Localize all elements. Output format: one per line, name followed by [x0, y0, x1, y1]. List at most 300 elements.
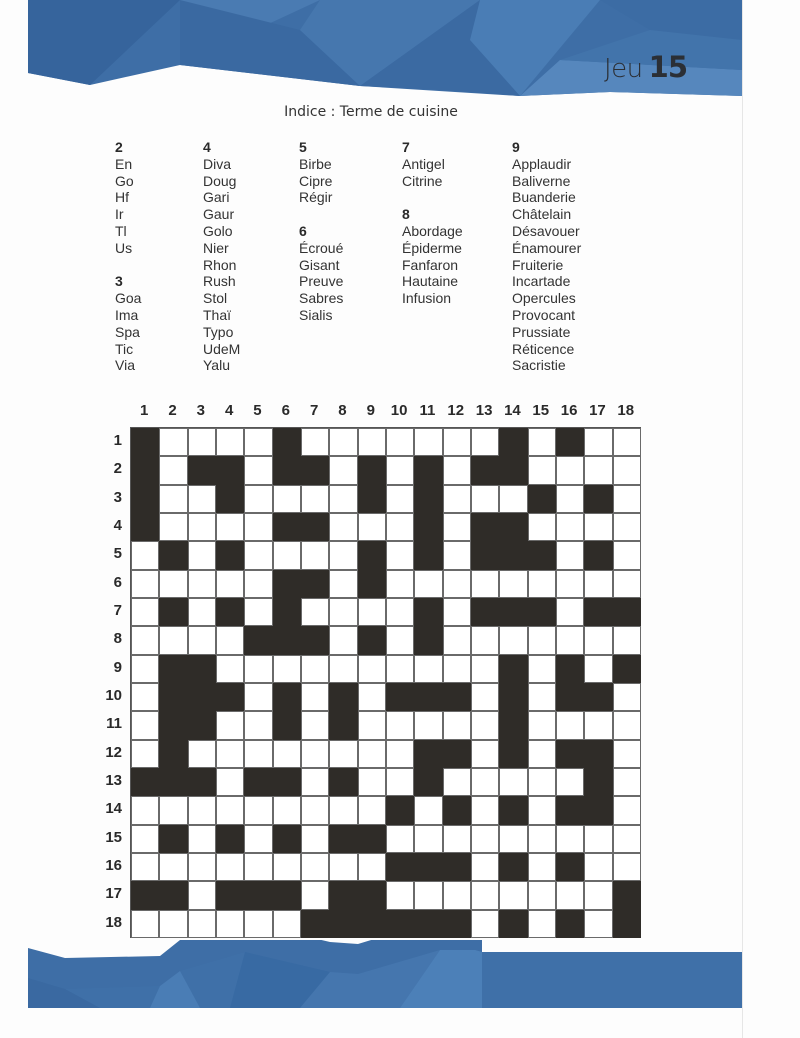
- grid-cell-empty[interactable]: [528, 711, 556, 739]
- grid-cell-empty[interactable]: [131, 711, 159, 739]
- word-item: Tl: [115, 222, 127, 239]
- grid-cell-empty[interactable]: [556, 456, 584, 484]
- grid-cell-black: [414, 740, 442, 768]
- grid-cell-empty[interactable]: [528, 853, 556, 881]
- grid-cell-black: [613, 598, 641, 626]
- grid-cell-empty[interactable]: [329, 598, 357, 626]
- grid-cell-black: [556, 796, 584, 824]
- grid-cell-empty[interactable]: [414, 881, 442, 909]
- grid-cell-empty[interactable]: [556, 825, 584, 853]
- grid-cell-empty[interactable]: [584, 910, 612, 938]
- grid-cell-empty[interactable]: [443, 655, 471, 683]
- grid-cell-empty[interactable]: [499, 825, 527, 853]
- grid-cell-black: [443, 853, 471, 881]
- grid-cell-empty[interactable]: [301, 541, 329, 569]
- grid-cell-empty[interactable]: [159, 456, 187, 484]
- grid-cell-empty[interactable]: [556, 598, 584, 626]
- grid-cell-empty[interactable]: [159, 428, 187, 456]
- row-number: 14: [105, 800, 122, 818]
- grid-cell-empty[interactable]: [528, 825, 556, 853]
- crossword-grid: [130, 427, 641, 938]
- grid-cell-empty[interactable]: [301, 740, 329, 768]
- grid-cell-empty[interactable]: [301, 825, 329, 853]
- grid-cell-empty[interactable]: [273, 853, 301, 881]
- grid-cell-empty[interactable]: [216, 910, 244, 938]
- grid-cell-empty[interactable]: [414, 825, 442, 853]
- grid-cell-empty[interactable]: [528, 570, 556, 598]
- grid-cell-empty[interactable]: [244, 513, 272, 541]
- grid-cell-empty[interactable]: [443, 881, 471, 909]
- grid-cell-empty[interactable]: [131, 825, 159, 853]
- grid-cell-empty[interactable]: [443, 825, 471, 853]
- grid-cell-empty[interactable]: [301, 711, 329, 739]
- grid-cell-empty[interactable]: [386, 598, 414, 626]
- grid-cell-empty[interactable]: [528, 683, 556, 711]
- grid-cell-empty[interactable]: [556, 541, 584, 569]
- grid-cell-empty[interactable]: [273, 485, 301, 513]
- word-item: Tic: [115, 340, 134, 357]
- word-item: Buanderie: [512, 189, 576, 206]
- grid-cell-empty[interactable]: [188, 853, 216, 881]
- grid-cell-empty[interactable]: [528, 428, 556, 456]
- grid-cell-empty[interactable]: [584, 513, 612, 541]
- grid-cell-empty[interactable]: [386, 570, 414, 598]
- grid-cell-empty[interactable]: [613, 768, 641, 796]
- grid-cell-black: [584, 768, 612, 796]
- grid-cell-empty[interactable]: [584, 570, 612, 598]
- grid-cell-empty[interactable]: [499, 626, 527, 654]
- grid-cell-black: [131, 485, 159, 513]
- grid-cell-black: [358, 570, 386, 598]
- grid-cell-empty[interactable]: [471, 910, 499, 938]
- grid-cell-empty[interactable]: [244, 428, 272, 456]
- grid-cell-empty[interactable]: [584, 853, 612, 881]
- grid-cell-empty[interactable]: [244, 598, 272, 626]
- grid-cell-black: [556, 853, 584, 881]
- grid-cell-empty[interactable]: [528, 456, 556, 484]
- grid-cell-black: [499, 910, 527, 938]
- grid-cell-empty[interactable]: [556, 768, 584, 796]
- grid-cell-empty[interactable]: [386, 626, 414, 654]
- grid-cell-empty[interactable]: [301, 796, 329, 824]
- grid-cell-empty[interactable]: [443, 513, 471, 541]
- grid-cell-empty[interactable]: [244, 456, 272, 484]
- grid-cell-empty[interactable]: [386, 541, 414, 569]
- column-number: 1: [139, 402, 149, 419]
- grid-cell-empty[interactable]: [131, 655, 159, 683]
- grid-cell-black: [471, 598, 499, 626]
- word-group-9-letters: [512, 139, 581, 374]
- grid-cell-empty[interactable]: [159, 485, 187, 513]
- grid-cell-empty[interactable]: [358, 598, 386, 626]
- grid-cell-empty[interactable]: [216, 570, 244, 598]
- grid-cell-empty[interactable]: [131, 910, 159, 938]
- grid-cell-empty[interactable]: [443, 485, 471, 513]
- grid-cell-empty[interactable]: [358, 740, 386, 768]
- grid-cell-empty[interactable]: [414, 655, 442, 683]
- grid-cell-empty[interactable]: [216, 796, 244, 824]
- grid-cell-black: [159, 598, 187, 626]
- grid-cell-empty[interactable]: [528, 881, 556, 909]
- grid-cell-black: [131, 456, 159, 484]
- grid-cell-empty[interactable]: [471, 485, 499, 513]
- word-item: Opercules: [512, 290, 576, 307]
- grid-cell-empty[interactable]: [188, 796, 216, 824]
- grid-cell-empty[interactable]: [528, 626, 556, 654]
- word-column-3: [299, 139, 343, 341]
- grid-cell-black: [159, 768, 187, 796]
- word-item: Antigel: [402, 155, 445, 172]
- word-item: Hautaine: [402, 273, 459, 290]
- grid-cell-black: [414, 541, 442, 569]
- word-item: Écroué: [299, 239, 344, 256]
- grid-cell-empty[interactable]: [329, 570, 357, 598]
- grid-cell-empty[interactable]: [528, 740, 556, 768]
- grid-cell-empty[interactable]: [131, 570, 159, 598]
- grid-cell-empty[interactable]: [414, 711, 442, 739]
- grid-cell-empty[interactable]: [499, 485, 527, 513]
- grid-cell-empty[interactable]: [358, 655, 386, 683]
- grid-cell-empty[interactable]: [584, 655, 612, 683]
- grid-cell-black: [159, 740, 187, 768]
- grid-cell-empty[interactable]: [244, 910, 272, 938]
- grid-cell-black: [358, 485, 386, 513]
- grid-cell-empty[interactable]: [131, 853, 159, 881]
- grid-cell-empty[interactable]: [613, 541, 641, 569]
- grid-cell-empty[interactable]: [301, 881, 329, 909]
- grid-cell-empty[interactable]: [188, 428, 216, 456]
- grid-cell-empty[interactable]: [188, 541, 216, 569]
- row-number: 3: [113, 488, 122, 506]
- grid-cell-empty[interactable]: [188, 910, 216, 938]
- grid-cell-black: [159, 711, 187, 739]
- grid-cell-empty[interactable]: [443, 541, 471, 569]
- grid-cell-black: [528, 541, 556, 569]
- grid-cell-empty[interactable]: [329, 626, 357, 654]
- grid-cell-empty[interactable]: [443, 711, 471, 739]
- row-number: 13: [105, 771, 122, 789]
- grid-cell-empty[interactable]: [329, 456, 357, 484]
- grid-cell-empty[interactable]: [131, 626, 159, 654]
- grid-cell-empty[interactable]: [471, 796, 499, 824]
- grid-cell-empty[interactable]: [528, 796, 556, 824]
- grid-cell-black: [329, 881, 357, 909]
- grid-cell-empty[interactable]: [386, 768, 414, 796]
- grid-cell-empty[interactable]: [528, 768, 556, 796]
- word-item: Preuve: [299, 273, 344, 290]
- grid-cell-empty[interactable]: [358, 853, 386, 881]
- grid-cell-empty[interactable]: [188, 740, 216, 768]
- grid-cell-empty[interactable]: [613, 513, 641, 541]
- grid-cell-empty[interactable]: [358, 711, 386, 739]
- grid-cell-empty[interactable]: [443, 570, 471, 598]
- grid-cell-empty[interactable]: [613, 570, 641, 598]
- grid-cell-black: [499, 740, 527, 768]
- grid-cell-empty[interactable]: [584, 626, 612, 654]
- grid-cell-empty[interactable]: [471, 768, 499, 796]
- grid-cell-empty[interactable]: [188, 825, 216, 853]
- grid-cell-black: [584, 598, 612, 626]
- grid-cell-black: [131, 768, 159, 796]
- grid-cell-black: [329, 683, 357, 711]
- grid-cell-black: [471, 541, 499, 569]
- grid-cell-empty[interactable]: [386, 456, 414, 484]
- grid-cell-empty[interactable]: [301, 683, 329, 711]
- grid-cell-black: [584, 740, 612, 768]
- grid-cell-empty[interactable]: [244, 655, 272, 683]
- grid-cell-empty[interactable]: [584, 825, 612, 853]
- grid-cell-empty[interactable]: [556, 570, 584, 598]
- grid-cell-empty[interactable]: [244, 740, 272, 768]
- grid-cell-black: [358, 825, 386, 853]
- grid-cell-empty[interactable]: [471, 740, 499, 768]
- grid-cell-black: [499, 683, 527, 711]
- grid-cell-empty[interactable]: [358, 796, 386, 824]
- grid-cell-empty[interactable]: [358, 513, 386, 541]
- grid-cell-empty[interactable]: [443, 456, 471, 484]
- grid-cell-empty[interactable]: [159, 626, 187, 654]
- grid-cell-black: [273, 683, 301, 711]
- grid-cell-empty[interactable]: [613, 740, 641, 768]
- grid-cell-empty[interactable]: [613, 626, 641, 654]
- grid-cell-empty[interactable]: [131, 796, 159, 824]
- grid-cell-empty[interactable]: [613, 428, 641, 456]
- grid-cell-empty[interactable]: [244, 683, 272, 711]
- grid-cell-empty[interactable]: [131, 598, 159, 626]
- grid-cell-empty[interactable]: [216, 711, 244, 739]
- column-number: 2: [168, 402, 177, 419]
- grid-cell-empty[interactable]: [414, 428, 442, 456]
- grid-cell-empty[interactable]: [159, 570, 187, 598]
- grid-cell-empty[interactable]: [499, 881, 527, 909]
- grid-cell-empty[interactable]: [301, 655, 329, 683]
- grid-cell-empty[interactable]: [471, 655, 499, 683]
- grid-column-numbers: [130, 402, 640, 422]
- grid-cell-black: [584, 485, 612, 513]
- grid-cell-empty[interactable]: [613, 796, 641, 824]
- grid-cell-empty[interactable]: [613, 711, 641, 739]
- grid-cell-empty[interactable]: [613, 456, 641, 484]
- grid-cell-empty[interactable]: [131, 740, 159, 768]
- grid-cell-empty[interactable]: [386, 485, 414, 513]
- grid-cell-empty[interactable]: [556, 881, 584, 909]
- word-item: Sialis: [299, 306, 333, 323]
- grid-cell-black: [499, 428, 527, 456]
- grid-cell-empty[interactable]: [613, 485, 641, 513]
- grid-cell-empty[interactable]: [584, 428, 612, 456]
- grid-cell-empty[interactable]: [188, 881, 216, 909]
- word-item: Gari: [203, 189, 230, 206]
- grid-cell-empty[interactable]: [556, 626, 584, 654]
- grid-cell-black: [301, 626, 329, 654]
- grid-cell-black: [414, 598, 442, 626]
- grid-cell-empty[interactable]: [244, 853, 272, 881]
- grid-cell-empty[interactable]: [301, 598, 329, 626]
- grid-cell-empty[interactable]: [216, 768, 244, 796]
- grid-cell-empty[interactable]: [499, 768, 527, 796]
- grid-cell-empty[interactable]: [584, 881, 612, 909]
- grid-cell-empty[interactable]: [216, 428, 244, 456]
- grid-cell-empty[interactable]: [414, 796, 442, 824]
- grid-cell-black: [188, 683, 216, 711]
- grid-cell-empty[interactable]: [329, 740, 357, 768]
- group-label: 3: [115, 273, 123, 290]
- word-item: Infusion: [402, 290, 452, 307]
- grid-cell-black: [244, 881, 272, 909]
- grid-cell-empty[interactable]: [613, 683, 641, 711]
- grid-cell-empty[interactable]: [273, 541, 301, 569]
- word-item: Hf: [115, 189, 129, 206]
- grid-cell-empty[interactable]: [273, 655, 301, 683]
- grid-cell-black: [528, 485, 556, 513]
- grid-cell-empty[interactable]: [443, 768, 471, 796]
- grid-cell-empty[interactable]: [386, 740, 414, 768]
- grid-cell-black: [613, 655, 641, 683]
- grid-cell-empty[interactable]: [301, 768, 329, 796]
- grid-cell-empty[interactable]: [159, 853, 187, 881]
- grid-cell-empty[interactable]: [471, 881, 499, 909]
- word-item: Prussiate: [512, 323, 571, 340]
- grid-cell-empty[interactable]: [216, 740, 244, 768]
- grid-cell-empty[interactable]: [386, 711, 414, 739]
- grid-cell-empty[interactable]: [216, 513, 244, 541]
- grid-cell-black: [499, 796, 527, 824]
- grid-cell-empty[interactable]: [613, 825, 641, 853]
- grid-cell-empty[interactable]: [188, 598, 216, 626]
- grid-cell-black: [273, 881, 301, 909]
- grid-cell-empty[interactable]: [188, 513, 216, 541]
- grid-cell-empty[interactable]: [329, 428, 357, 456]
- grid-cell-empty[interactable]: [301, 853, 329, 881]
- grid-cell-empty[interactable]: [471, 428, 499, 456]
- word-item: UdeM: [203, 340, 241, 357]
- grid-cell-empty[interactable]: [499, 570, 527, 598]
- grid-cell-empty[interactable]: [471, 626, 499, 654]
- grid-cell-empty[interactable]: [159, 910, 187, 938]
- game-title: [604, 50, 687, 84]
- grid-cell-black: [556, 910, 584, 938]
- grid-cell-empty[interactable]: [358, 428, 386, 456]
- grid-cell-empty[interactable]: [386, 428, 414, 456]
- grid-cell-empty[interactable]: [301, 485, 329, 513]
- grid-cell-black: [216, 825, 244, 853]
- word-item: Thaï: [203, 306, 232, 323]
- grid-cell-empty[interactable]: [386, 881, 414, 909]
- grid-cell-empty[interactable]: [528, 513, 556, 541]
- grid-cell-empty[interactable]: [386, 825, 414, 853]
- word-lists: [0, 139, 742, 379]
- grid-cell-empty[interactable]: [273, 740, 301, 768]
- grid-cell-empty[interactable]: [556, 485, 584, 513]
- grid-cell-empty[interactable]: [443, 598, 471, 626]
- word-item: Rhon: [203, 256, 237, 273]
- grid-cell-empty[interactable]: [301, 428, 329, 456]
- word-group-6-letters: [299, 223, 343, 324]
- grid-cell-empty[interactable]: [613, 853, 641, 881]
- grid-cell-black: [131, 881, 159, 909]
- grid-cell-empty[interactable]: [244, 570, 272, 598]
- grid-cell-empty[interactable]: [273, 796, 301, 824]
- grid-cell-black: [358, 881, 386, 909]
- grid-cell-empty[interactable]: [358, 768, 386, 796]
- grid-cell-black: [273, 428, 301, 456]
- grid-cell-empty[interactable]: [329, 513, 357, 541]
- grid-cell-empty[interactable]: [528, 910, 556, 938]
- grid-cell-empty[interactable]: [329, 655, 357, 683]
- grid-cell-empty[interactable]: [471, 825, 499, 853]
- grid-cell-empty[interactable]: [329, 485, 357, 513]
- grid-cell-empty[interactable]: [216, 626, 244, 654]
- grid-cell-empty[interactable]: [159, 513, 187, 541]
- word-item: Désavouer: [512, 222, 580, 239]
- grid-cell-empty[interactable]: [471, 683, 499, 711]
- grid-cell-empty[interactable]: [244, 711, 272, 739]
- grid-cell-empty[interactable]: [443, 428, 471, 456]
- grid-cell-empty[interactable]: [329, 541, 357, 569]
- grid-cell-empty[interactable]: [471, 853, 499, 881]
- grid-cell-empty[interactable]: [358, 683, 386, 711]
- word-item: Ir: [115, 206, 124, 223]
- grid-cell-empty[interactable]: [329, 853, 357, 881]
- grid-cell-empty[interactable]: [443, 626, 471, 654]
- row-number: 7: [113, 601, 122, 619]
- grid-cell-empty[interactable]: [273, 910, 301, 938]
- row-number: 10: [105, 686, 122, 704]
- grid-cell-empty[interactable]: [471, 570, 499, 598]
- word-item: Sabres: [299, 290, 344, 307]
- grid-cell-empty[interactable]: [471, 711, 499, 739]
- grid-cell-empty[interactable]: [188, 626, 216, 654]
- grid-cell-black: [159, 825, 187, 853]
- word-column-1: [115, 139, 141, 391]
- grid-cell-empty[interactable]: [244, 825, 272, 853]
- grid-cell-empty[interactable]: [584, 456, 612, 484]
- grid-cell-black: [414, 485, 442, 513]
- grid-cell-empty[interactable]: [244, 541, 272, 569]
- grid-cell-empty[interactable]: [131, 541, 159, 569]
- word-item: Fanfaron: [402, 256, 459, 273]
- grid-cell-empty[interactable]: [216, 655, 244, 683]
- grid-cell-empty[interactable]: [584, 711, 612, 739]
- grid-cell-black: [159, 541, 187, 569]
- grid-cell-empty[interactable]: [244, 485, 272, 513]
- grid-cell-empty[interactable]: [528, 655, 556, 683]
- grid-cell-empty[interactable]: [556, 711, 584, 739]
- word-item: Ima: [115, 306, 139, 323]
- grid-cell-empty[interactable]: [386, 655, 414, 683]
- column-number: 4: [224, 402, 234, 419]
- column-number: 18: [617, 402, 635, 419]
- grid-cell-empty[interactable]: [188, 570, 216, 598]
- word-item: Énamourer: [512, 239, 582, 256]
- grid-cell-empty[interactable]: [556, 513, 584, 541]
- grid-cell-empty[interactable]: [414, 570, 442, 598]
- grid-cell-black: [273, 570, 301, 598]
- grid-cell-empty[interactable]: [216, 853, 244, 881]
- grid-cell-black: [443, 740, 471, 768]
- word-item: Birbe: [299, 155, 332, 172]
- grid-cell-empty[interactable]: [188, 485, 216, 513]
- word-item: Stol: [203, 290, 228, 307]
- grid-cell-empty[interactable]: [159, 796, 187, 824]
- word-item: Baliverne: [512, 172, 571, 189]
- grid-cell-empty[interactable]: [244, 796, 272, 824]
- grid-cell-empty[interactable]: [131, 683, 159, 711]
- grid-cell-empty[interactable]: [386, 513, 414, 541]
- grid-cell-black: [613, 910, 641, 938]
- grid-cell-empty[interactable]: [329, 796, 357, 824]
- grid-cell-black: [499, 711, 527, 739]
